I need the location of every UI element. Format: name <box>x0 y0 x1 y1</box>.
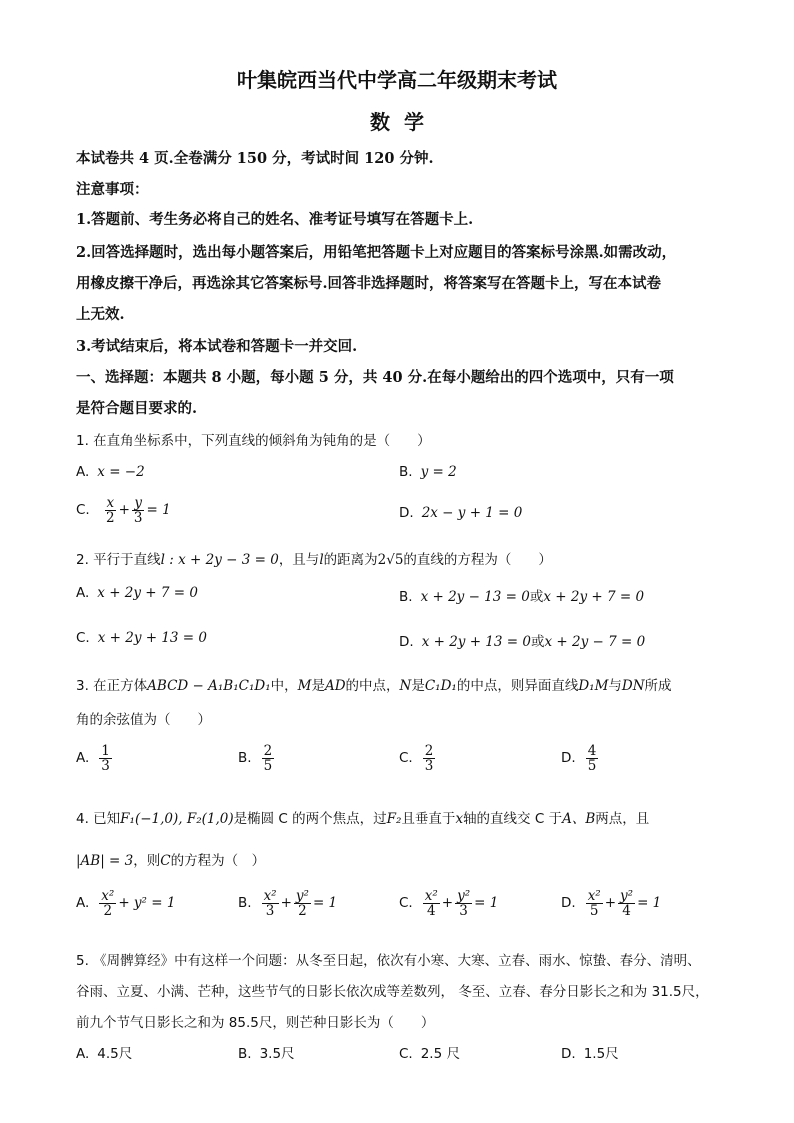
q2-option-c: C. x + 2y + 13 = 0 <box>76 630 207 646</box>
option-label: B. <box>238 1046 252 1062</box>
option-label: C. <box>76 502 90 519</box>
fraction: $\frac{2}{5}$ <box>263 743 273 775</box>
notice-2-line-3: 上无效. <box>76 306 125 323</box>
notice-3: 3.考试结束后，将本试卷和答题卡一并交回. <box>76 338 358 355</box>
q4-stem-line-1: 4. 已知F₁(−1,0), F₂(1,0)是椭圆 C 的两个焦点，过F₂且垂直于x轴的直线交 C 于A、B两点，且 <box>76 811 650 827</box>
q1-option-d: D. 2x − y + 1 = 0 <box>399 505 523 521</box>
fraction: $\frac{\text{y²}}{4}$ <box>620 888 634 920</box>
q3-option-c <box>399 744 437 773</box>
option-label: B. <box>238 750 252 767</box>
fraction: $\frac{x}{2}$ <box>106 495 115 527</box>
option-label: D. <box>399 505 414 521</box>
exam-title: 叶集皖西当代中学高二年级期末考试 <box>237 68 557 92</box>
option-label: A. <box>76 585 90 601</box>
q3-stem-line-1: 3. 在正方体ABCD − A₁B₁C₁D₁中，M是AD的中点，N是C₁D₁的中点，则异面直线D₁M与DN所成 <box>76 678 672 694</box>
q4-option-d: D. $\frac{\text{x²}}{5}$ + $\frac{\text{y²}}{4}$ = 1 <box>561 888 662 920</box>
option-label: B. <box>238 895 252 912</box>
fraction: $\frac{2}{3}$ <box>424 743 434 775</box>
q1-option-c: C. $\frac{x}{2}$ + $\frac{y}{3}$ = 1 <box>76 495 171 527</box>
fraction: $\frac{\text{y²}}{2}$ <box>295 888 309 920</box>
fraction: $\frac{\text{x²}}{5}$ <box>587 888 601 920</box>
q3-option-b <box>238 744 276 773</box>
fraction: $\frac{\text{y²}}{3}$ <box>457 888 471 920</box>
fraction: $\frac{\text{x²}}{3}$ <box>263 888 277 920</box>
option-label: D. <box>399 634 414 650</box>
notice-1: 1.答题前、考生务必将自己的姓名、准考证号填写在答题卡上. <box>76 211 474 228</box>
q4-option-b: B. $\frac{\text{x²}}{3}$ + $\frac{\text{y²}}{2}$ = 1 <box>238 888 338 920</box>
q4-stem-line-2: |AB| = 3，则C的方程为（ ） <box>76 853 266 869</box>
q5-option-b: B. 3.5尺 <box>238 1046 295 1062</box>
option-label: A. <box>76 750 90 767</box>
option-label: B. <box>399 589 413 605</box>
q1-option-b: B. y = 2 <box>399 464 457 480</box>
notice-title: 注意事项： <box>76 181 149 198</box>
option-label: C. <box>399 1046 413 1062</box>
notice-2-line-1: 2.回答选择题时，选出每小题答案后，用铅笔把答题卡上对应题目的答案标号涂黑.如需改动， <box>76 244 677 261</box>
q3-option-a <box>76 744 114 773</box>
q5-option-d: D. 1.5尺 <box>561 1046 619 1062</box>
option-label: C. <box>399 750 413 767</box>
fraction: $\frac{4}{5}$ <box>587 743 597 775</box>
q5-option-a: A. 4.5尺 <box>76 1046 133 1062</box>
q3-stem-line-2: 角的余弦值为（ ） <box>76 712 211 728</box>
q4-option-a: A. $\frac{\text{x²}}{2}$ + y² = 1 <box>76 888 176 920</box>
exam-info: 本试卷共 4 页.全卷满分 150 分，考试时间 120 分钟. <box>76 150 434 167</box>
fraction: $\frac{\text{x²}}{2}$ <box>101 888 115 920</box>
option-label: D. <box>561 895 576 912</box>
subject-title: 数 学 <box>370 110 424 134</box>
q2-option-d: D. x + 2y + 13 = 0或x + 2y − 7 = 0 <box>399 634 646 650</box>
q2-option-b: B. x + 2y − 13 = 0或x + 2y + 7 = 0 <box>399 589 645 605</box>
notice-2-line-2: 用橡皮擦干净后，再选涂其它答案标号.回答非选择题时，将答案写在答题卡上，写在本试卷 <box>76 275 662 292</box>
q2-option-a: A. x + 2y + 7 = 0 <box>76 585 198 601</box>
q5-stem-line-1: 5. 《周髀算经》中有这样一个问题：从冬至日起，依次有小寒、大寒、立春、雨水、惊蛰、春分、清明、 <box>76 953 701 969</box>
option-label: A. <box>76 464 90 480</box>
q5-option-c: C. 2.5 尺 <box>399 1046 460 1062</box>
q4-option-c: C. $\frac{\text{x²}}{4}$ + $\frac{\text{y²}}{3}$ = 1 <box>399 888 499 920</box>
q1-stem: 1. 在直角坐标系中，下列直线的倾斜角为钝角的是（ ） <box>76 433 431 449</box>
option-label: D. <box>561 1046 576 1062</box>
q2-stem: 2. 平行于直线l : x + 2y − 3 = 0，且与l的距离为2√5的直线的方程为（ ） <box>76 552 552 568</box>
q5-stem-line-3: 前九个节气日影长之和为 85.5尺，则芒种日影长为（ ） <box>76 1015 435 1031</box>
q1-option-a: A. x = −2 <box>76 464 145 480</box>
fraction: $\frac{y}{3}$ <box>133 495 143 527</box>
fraction: $\frac{\text{x²}}{4}$ <box>424 888 438 920</box>
section-heading-line-2: 是符合题目要求的. <box>76 400 198 417</box>
option-label: C. <box>399 895 413 912</box>
q5-stem-line-2: 谷雨、立夏、小满、芒种，这些节气的日影长依次成等差数列， 冬至、立春、春分日影长之和为 31.5尺， <box>76 984 709 1000</box>
option-label: D. <box>561 750 576 767</box>
option-label: B. <box>399 464 413 480</box>
section-heading-line-1: 一、选择题：本题共 8 小题，每小题 5 分，共 40 分.在每小题给出的四个选项中，只有一项 <box>76 369 674 386</box>
option-label: A. <box>76 895 90 912</box>
option-label: C. <box>76 630 90 646</box>
fraction: $\frac{1}{3}$ <box>101 743 110 775</box>
option-label: A. <box>76 1046 90 1062</box>
q3-option-d <box>561 744 600 773</box>
